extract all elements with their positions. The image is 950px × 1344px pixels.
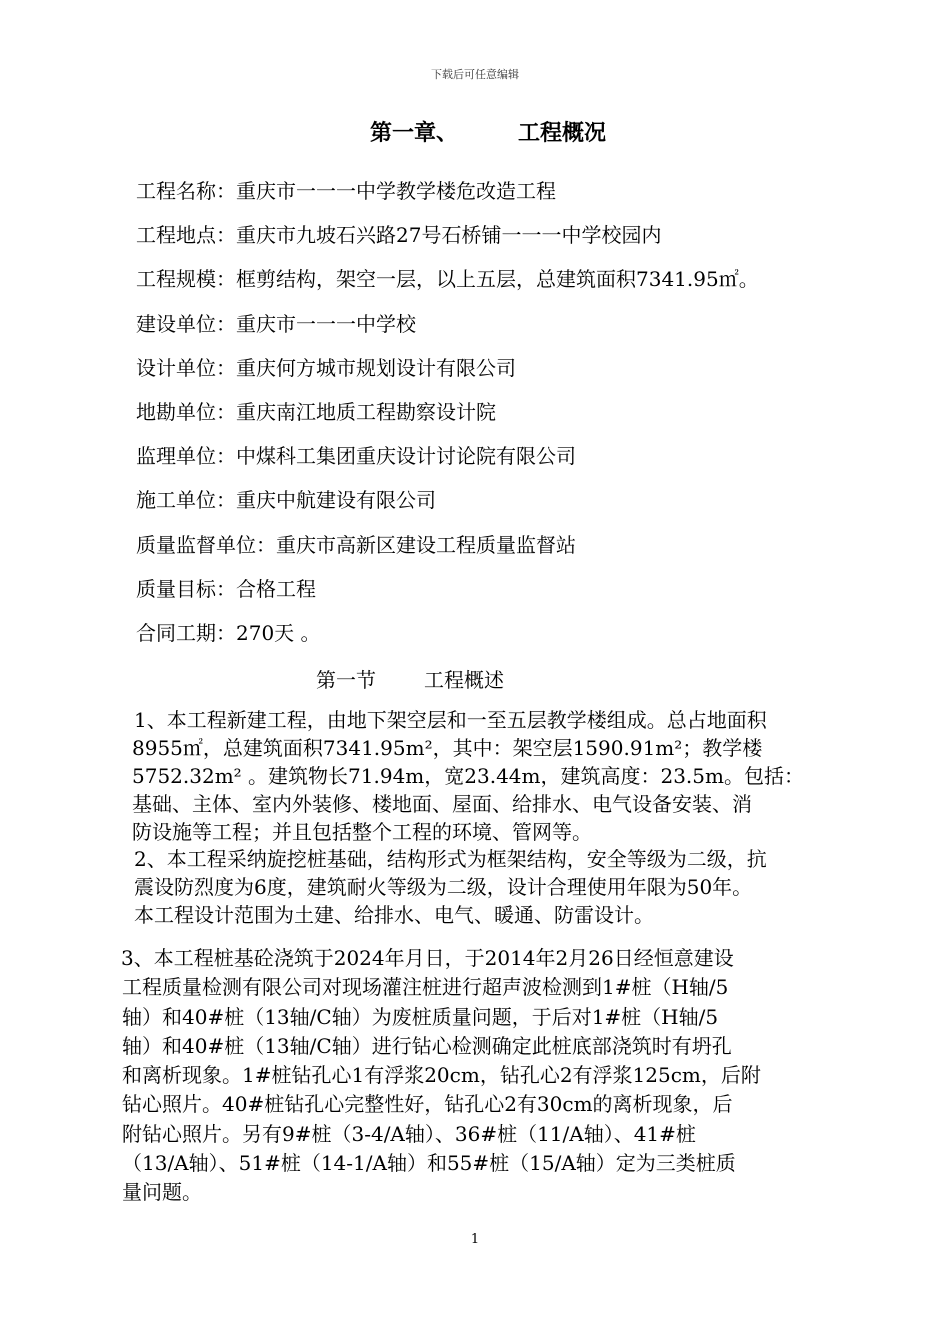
- info-contract-period: 合同工期：270天 。: [136, 620, 321, 645]
- paragraph-line: 本工程设计范围为土建、给排水、电气、暖通、防雷设计。: [134, 903, 654, 927]
- info-quality-target: 质量目标：合格工程: [136, 576, 316, 601]
- info-supervision-unit: 监理单位：中煤科工集团重庆设计讨论院有限公司: [136, 444, 576, 469]
- chapter-number: 第一章、: [370, 121, 459, 146]
- paragraph-line: 防设施等工程；并且包括整个工程的环境、管网等。: [132, 820, 592, 844]
- paragraph-line: 和离析现象。1#桩钻孔心1有浮浆20cm，钻孔心2有浮浆125cm，后附: [122, 1063, 761, 1088]
- info-project-location: 工程地点：重庆市九坡石兴路27号石桥铺一一一中学校园内: [136, 223, 662, 248]
- paragraph-1: [134, 706, 804, 846]
- page-number: 1: [470, 1232, 480, 1247]
- section-title: [316, 664, 504, 693]
- info-construction-unit: 建设单位：重庆市一一一中学校: [136, 311, 416, 336]
- info-contractor: 施工单位：重庆中航建设有限公司: [136, 488, 436, 513]
- paragraph-line: 基础、主体、室内外装修、楼地面、屋面、给排水、电气设备安装、消: [132, 792, 752, 816]
- chapter-name: 工程概况: [518, 121, 607, 146]
- info-quality-supervision: 质量监督单位：重庆市高新区建设工程质量监督站: [136, 532, 576, 557]
- paragraph-line: 钻心照片。40#桩钻孔心完整性好，钻孔心2有30cm的离析现象，后: [122, 1092, 733, 1117]
- section-name: 工程概述: [424, 668, 504, 692]
- paragraph-line: 轴）和40#桩（13轴/C轴）为废桩质量问题，于后对1#桩（H轴/5: [122, 1004, 719, 1029]
- paragraph-line: 轴）和40#桩（13轴/C轴）进行钻心检测确定此桩底部浇筑时有坍孔: [122, 1033, 732, 1058]
- section-number: 第一节: [316, 668, 376, 692]
- paragraph-line: 8955㎡，总建筑面积7341.95m²，其中：架空层1590.91m²；教学楼: [132, 736, 763, 760]
- info-project-scale: 工程规模：框剪结构，架空一层，以上五层，总建筑面积7341.95㎡。: [136, 267, 759, 292]
- paragraph-line: 量问题。: [122, 1180, 202, 1205]
- paragraph-line: 1、本工程新建工程，由地下架空层和一至五层教学楼组成。总占地面积: [134, 708, 767, 732]
- info-design-unit: 设计单位：重庆何方城市规划设计有限公司: [136, 355, 516, 380]
- paragraph-line: 附钻心照片。另有9#桩（3-4/A轴）、36#桩（11/A轴）、41#桩: [122, 1121, 696, 1146]
- paragraph-line: 工程质量检测有限公司对现场灌注桩进行超声波检测到1#桩（H轴/5: [122, 975, 729, 1000]
- info-project-name: 工程名称：重庆市一一一中学教学楼危改造工程: [136, 179, 556, 203]
- project-info-list: [136, 176, 856, 662]
- paragraph-line: （13/A轴）、51#桩（14-1/A轴）和55#桩（15/A轴）定为三类桩质: [122, 1151, 736, 1176]
- paragraph-line: 2、本工程采纳旋挖桩基础，结构形式为框架结构，安全等级为二级，抗: [134, 847, 767, 871]
- chapter-title: [370, 116, 606, 147]
- info-survey-unit: 地勘单位：重庆南江地质工程勘察设计院: [136, 399, 496, 424]
- header-note: 下载后可任意编辑: [431, 68, 519, 81]
- paragraph-line: 3、本工程桩基砼浇筑于2024年月日，于2014年2月26日经恒意建设: [121, 946, 734, 970]
- paragraph-line: 5752.32m² 。建筑物长71.94m，宽23.44m，建筑高度：23.5m。包括：: [132, 764, 804, 788]
- paragraph-2: [134, 845, 767, 929]
- paragraph-3: [121, 944, 761, 1208]
- paragraph-line: 震设防烈度为6度，建筑耐火等级为二级，设计合理使用年限为50年。: [134, 875, 753, 899]
